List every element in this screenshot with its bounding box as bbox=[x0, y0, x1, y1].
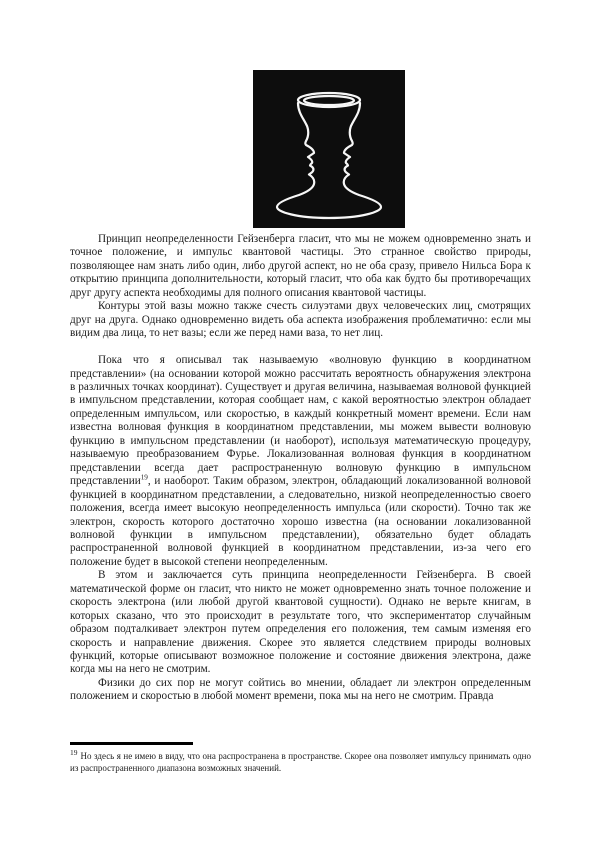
paragraph-wave-function-text-2: , и наоборот. Таким образом, электрон, обладающий локализованной волновой функцией в координатном представлении, а следовательно, низкой неопределенностью своего положения, всегда имеет высокую неопределенность импульса (или скорости). Точно так же электрон, скорость которого достаточно хорошо известна (на основании локализованной волновой функции в импульсном представлении), обязательно будет обладать распространенной волновой функцией в координатном представлении, из-за чего его положение будет в высокой степени неопределенным. bbox=[70, 475, 531, 568]
footnote-text: Но здесь я не имею в виду, что она распространена в пространстве. Скорее она позволяет импульсу принимать одно из распространенного диапазона возможных значений. bbox=[70, 751, 531, 773]
paragraph-uncertainty-principle: Принцип неопределенности Гейзенберга гласит, что мы не можем одновременно знать и точное положение, и импульс квантовой частицы. Это странное свойство природы, позволяющее нам знать либо один, либо другой аспект, но не оба сразу, привело Нильса Бора к открытию принципа дополнительности, который гласит, что оба как будто бы противоречащих друг другу аспекта необходимы для полного описания квантовой частицы. bbox=[70, 233, 531, 299]
body-text bbox=[70, 233, 531, 704]
footnote-reference-19: 19 bbox=[140, 473, 148, 482]
footnote-19 bbox=[70, 748, 531, 774]
paragraph-vase-contours: Контуры этой вазы можно также счесть силуэтами двух человеческих лиц, смотрящих друг на друга. Однако одновременно видеть оба аспекта изображения проблематично: если мы видим два лица, то нет вазы; если же перед нами ваза, то нет лиц. bbox=[70, 300, 531, 340]
footnote-marker: 19 bbox=[70, 748, 78, 757]
paragraph-heisenberg-essence: В этом и заключается суть принципа неопределенности Гейзенберга. В своей математической форме он гласит, что никто не может одновременно знать точное положение и скорость электрона (или любой другой квантовой сущности). Однако не верьте книгам, в которых сказано, что это происходит в результате того, что экспериментатор случайным образом подталкивает электрон путем определения его положения, тем самым изменяя его скорость и направление движения. Скорее это является следствием природы волновых функций, которые описывают возможное положение и состояние движения электрона, даже когда мы на него не смотрим. bbox=[70, 569, 531, 676]
rubin-vase-figure bbox=[253, 70, 405, 228]
paragraph-physicists-disagree: Физики до сих пор не могут сойтись во мнении, обладает ли электрон определенным положением и скоростью в любой момент времени, пока мы на него не смотрим. Правда bbox=[70, 676, 531, 703]
vase-faces-illusion-image bbox=[253, 70, 405, 228]
footnote-separator bbox=[70, 742, 193, 745]
paragraph-wave-function-text-1: Пока что я описывал так называемую «волновую функцию в координатном представлении» (на основании которой можно рассчитать вероятность обнаружения электрона в различных точках координат). Существует и другая величина, называемая волновой функцией в импульсном представлении, которая сообщает нам, с какой вероятностью электрон обладает определенным импульсом, или скоростью, в каждый конкретный момент времени. Если нам известна волновая функция в координатном представлении, мы можем вывести волновую функцию в импульсном представлении (и наоборот), используя математическую процедуру, называемую преобразованием Фурье. Локализованная волновая функция в координатном представлении всегда дает распространенную волновую функцию в импульсном представлении bbox=[70, 354, 531, 488]
paragraph-wave-function bbox=[70, 354, 531, 569]
